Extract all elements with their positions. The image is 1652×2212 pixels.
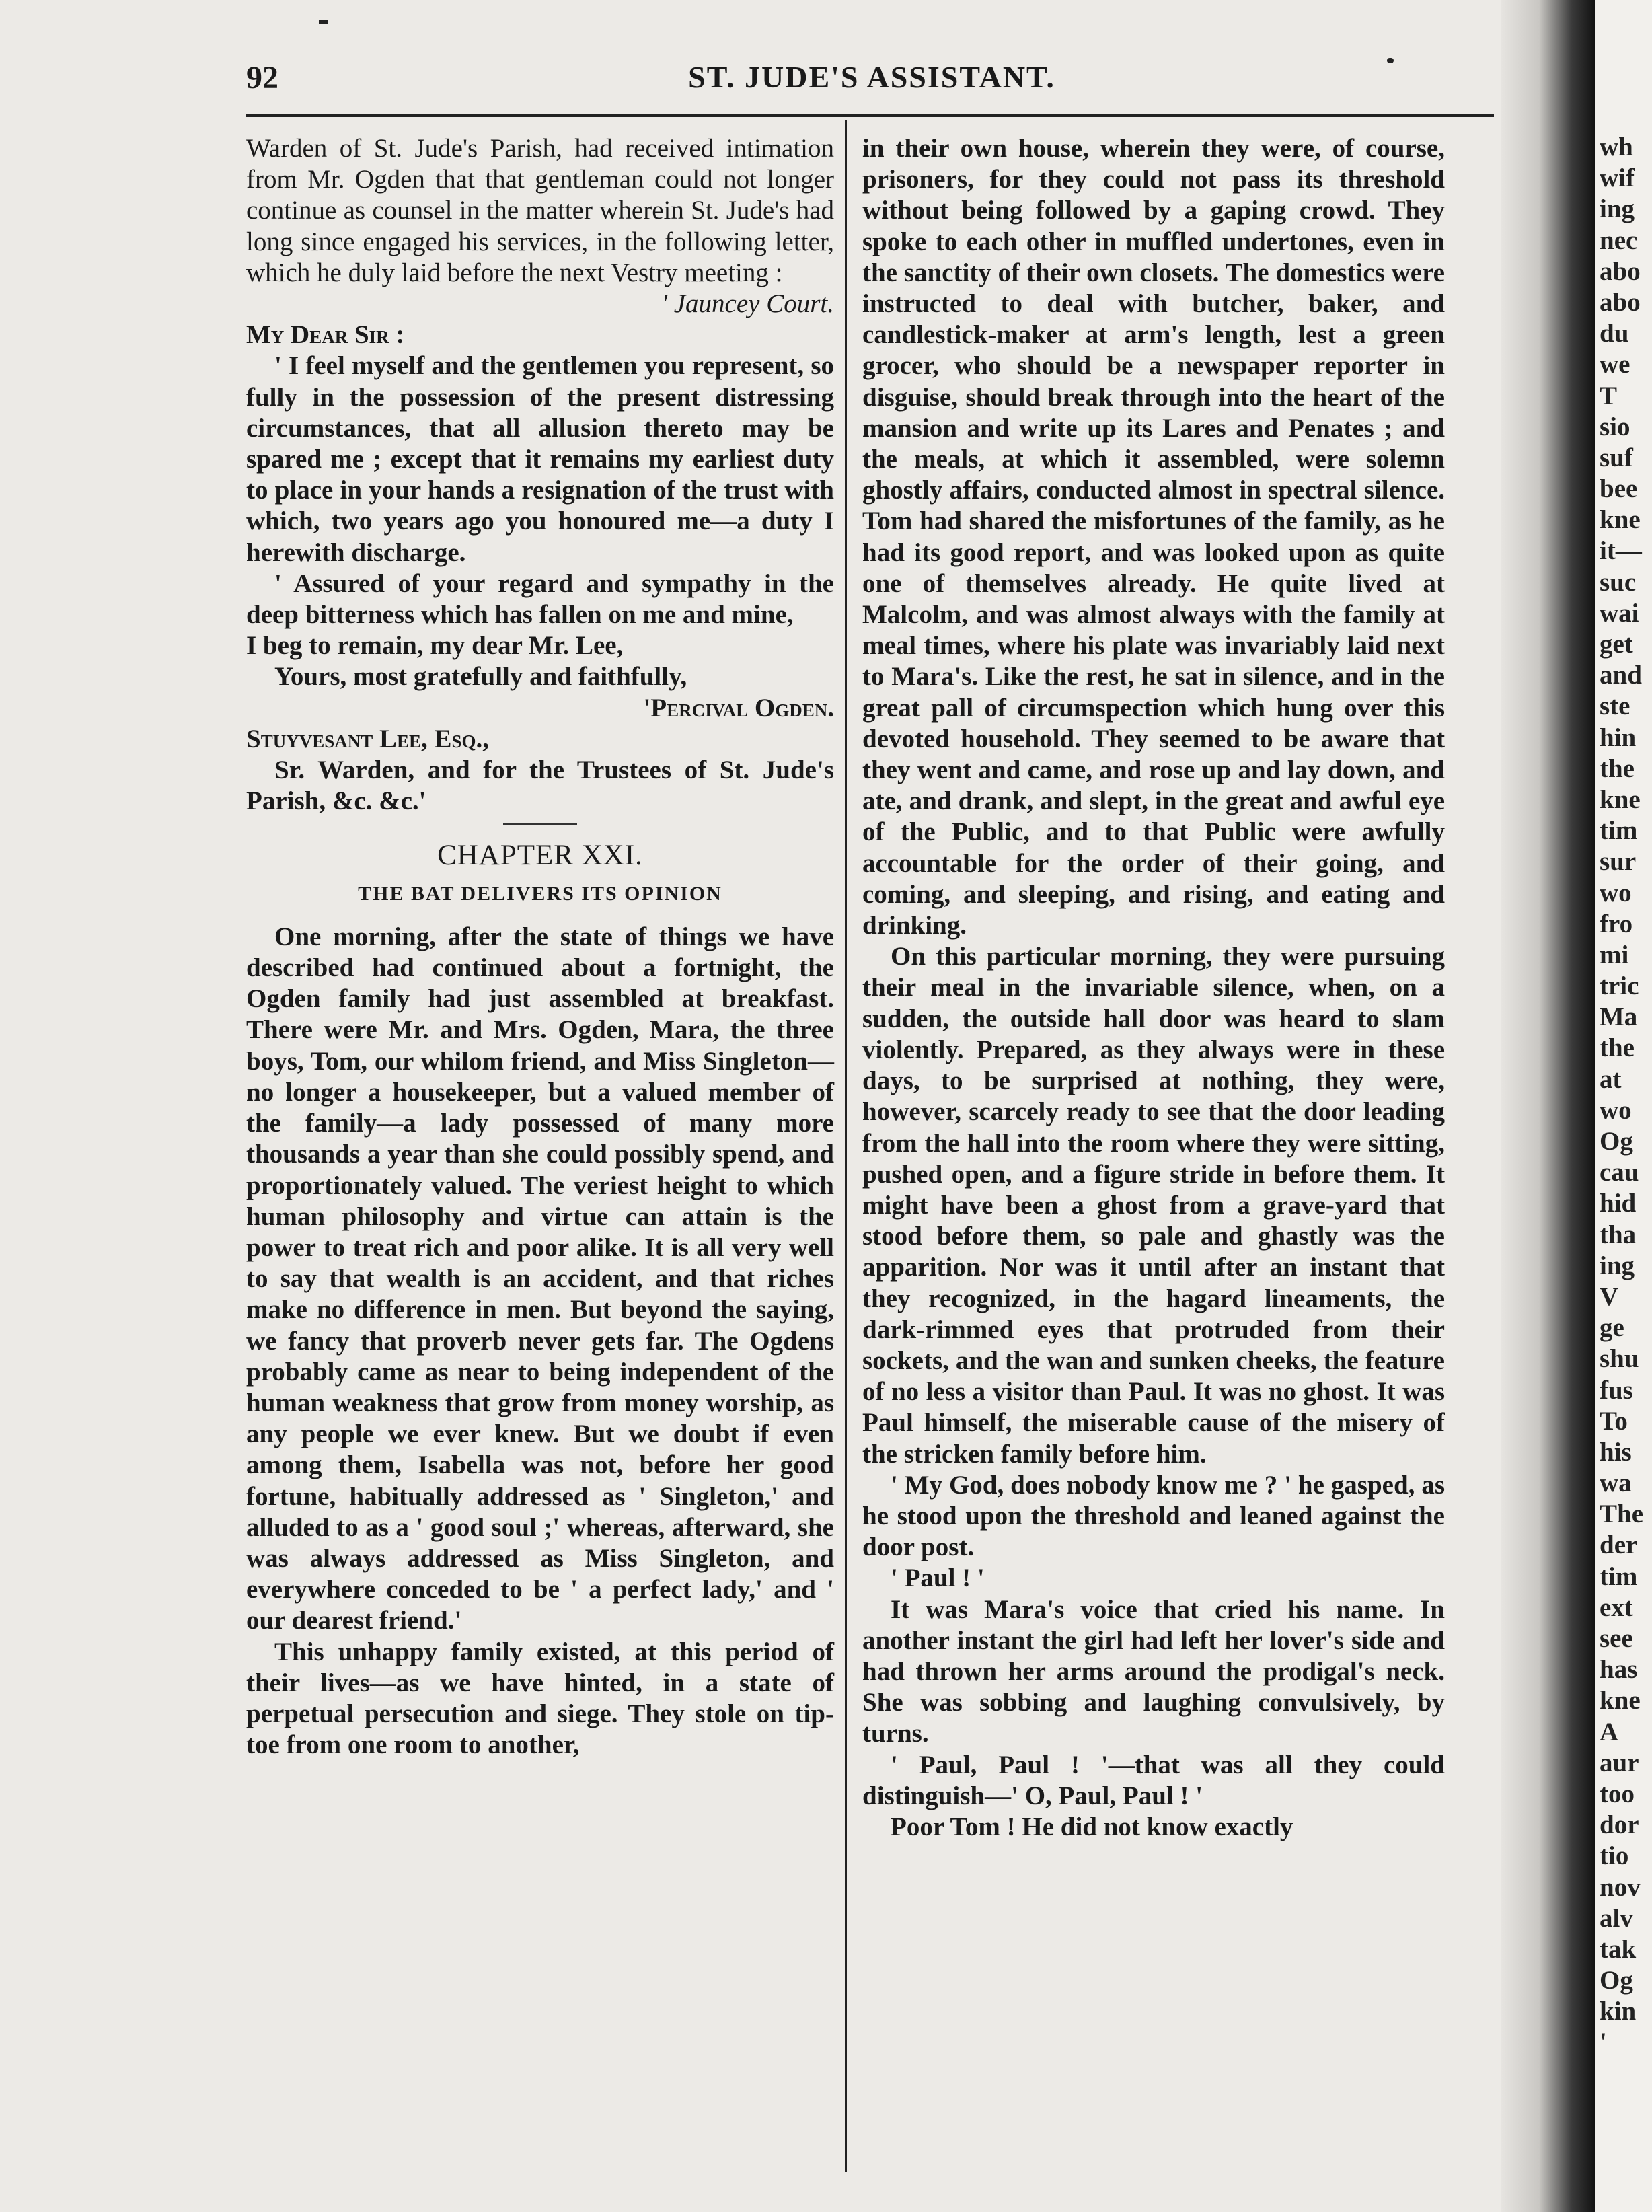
facing-page-fragment: dor bbox=[1600, 1810, 1639, 1840]
facing-page-fragment: cau bbox=[1600, 1158, 1639, 1187]
facing-page-fragment: we bbox=[1600, 350, 1630, 379]
ink-mark bbox=[1387, 58, 1394, 63]
facing-page-fragment: kne bbox=[1600, 784, 1641, 814]
facing-page-fragment: see bbox=[1600, 1624, 1633, 1653]
chapter-title: CHAPTER XXI. bbox=[437, 840, 643, 872]
facing-page-fragment: wai bbox=[1600, 598, 1639, 628]
right-column bbox=[862, 133, 1445, 1843]
facing-page-fragment: wif bbox=[1600, 163, 1635, 193]
facing-page-fragment: and bbox=[1600, 661, 1642, 690]
facing-page-fragment: ext bbox=[1600, 1592, 1633, 1622]
facing-page-fragment: The bbox=[1600, 1500, 1644, 1529]
facing-page-fragment: wh bbox=[1600, 133, 1633, 161]
facing-page-fragment: fus bbox=[1600, 1375, 1633, 1405]
paragraph: ' Paul, Paul ! '—that was all they could distinguish—' O, Paul, Paul ! ' bbox=[862, 1750, 1445, 1810]
facing-page-fragment: kin bbox=[1600, 1997, 1637, 2026]
running-head bbox=[246, 59, 1497, 113]
facing-page-fragment: fro bbox=[1600, 909, 1633, 938]
facing-page-fragment: hid bbox=[1600, 1189, 1637, 1218]
facing-page-fragment: aur bbox=[1600, 1748, 1639, 1777]
ink-mark bbox=[319, 20, 328, 24]
letter-paragraph: ' Assured of your regard and sympathy in the deep bitterness which has fallen on me and mine, bbox=[246, 568, 834, 630]
facing-page-fragment: T bbox=[1600, 381, 1618, 410]
facing-page-fragment: has bbox=[1600, 1655, 1638, 1685]
facing-page-text bbox=[1598, 132, 1643, 2059]
paragraph: in their own house, wherein they were, of course, prisoners, for they could not pass its threshold without being followed by a gaping crowd. They spoke to each other in muffled undertones, even in the sanctity of their own closets. The domestics were instructed to deal with butcher, baker, and candlestick-maker at arm's length, lest a green grocer, who should be a newspaper reporter in disguise, should break through into the heart of the mansion and write up its Lares and Penates ; and the meals, at which it assembled, were solemn ghostly affairs, conducted almost in spectral silence. Tom had shared the misfortunes of the family, as he had its good report, and was looked upon as quite one of themselves already. He quite lived at Malcolm, and was almost always with the family at meal times, where his plate was invariably laid next to Mara's. Like the rest, he sat in silence, and in the great pall of circumspection which hung over this devoted household. They seemed to be aware that they went and came, and rose up and lay down, and ate, and drank, and slept, in the great and awful eye of the Public, and to that Public were awfully accountable for the order of their going, and coming, and sleeping, and rising, and eating and drinking. bbox=[862, 134, 1445, 941]
facing-page-fragment: mi bbox=[1600, 940, 1629, 969]
facing-page-fragment: the bbox=[1600, 753, 1635, 783]
paragraph: Poor Tom ! He did not know exactly bbox=[891, 1812, 1293, 1841]
facing-page-fragment: bee bbox=[1600, 474, 1638, 504]
facing-page-fragment: nec bbox=[1600, 225, 1638, 255]
facing-page-fragment: too bbox=[1600, 1779, 1635, 1808]
facing-page-fragment: wa bbox=[1600, 1469, 1632, 1498]
facing-page-fragment: der bbox=[1600, 1531, 1638, 1560]
facing-page-fragment: suc bbox=[1600, 567, 1637, 597]
letter-addressee: Sr. Warden, and for the Trustees of St. Jude's Parish, &c. &c.' bbox=[246, 755, 834, 816]
facing-page-fragment: Og bbox=[1600, 1966, 1633, 1995]
facing-page-fragment: wo bbox=[1600, 878, 1632, 908]
facing-page-fragment: hin bbox=[1600, 723, 1637, 752]
facing-page-fragment: at bbox=[1600, 1064, 1622, 1094]
facing-page-fragment: sur bbox=[1600, 847, 1637, 877]
paragraph: This unhappy family existed, at this period of their lives—as we have hinted, in a state of perpetual persecution and siege. They stole on tip-toe from one room to another, bbox=[246, 1637, 834, 1760]
facing-page-fragment: ing bbox=[1600, 1251, 1635, 1280]
facing-page-fragment: ge bbox=[1600, 1313, 1624, 1343]
page-number: 92 bbox=[246, 60, 278, 96]
facing-page-fragment: tim bbox=[1600, 816, 1638, 846]
facing-page-fragment: tak bbox=[1600, 1934, 1637, 1964]
facing-page-fragment: abo bbox=[1600, 256, 1641, 286]
facing-page-fragment: kne bbox=[1600, 1686, 1641, 1716]
facing-page-fragment: kne bbox=[1600, 505, 1641, 535]
facing-page-fragment: ' bbox=[1600, 2028, 1607, 2057]
letter-signature: 'Percival Ogden. bbox=[643, 693, 834, 723]
facing-page-fragment: wo bbox=[1600, 1095, 1632, 1125]
paragraph: ' My God, does nobody know me ? ' he gasped, as he stood upon the threshold and leaned against the door post. bbox=[862, 1470, 1445, 1562]
facing-page-fragment: V bbox=[1600, 1282, 1619, 1311]
facing-page-fragment: tio bbox=[1600, 1841, 1629, 1871]
facing-page-fragment: Og bbox=[1600, 1127, 1633, 1156]
letter-addressee: Stuyvesant Lee, Esq., bbox=[246, 724, 490, 753]
facing-page-fragment: tric bbox=[1600, 971, 1639, 1001]
facing-page-fragment: sio bbox=[1600, 412, 1630, 441]
facing-page-fragment: Ma bbox=[1600, 1002, 1638, 1032]
chapter-rule bbox=[503, 823, 577, 825]
header-rule bbox=[246, 114, 1494, 117]
letter-place: ' Jauncey Court. bbox=[661, 289, 834, 319]
facing-page-fragment: ing bbox=[1600, 194, 1635, 224]
facing-page-fragment: abo bbox=[1600, 287, 1641, 317]
column-divider bbox=[845, 120, 847, 2172]
facing-page-fragment: the bbox=[1600, 1033, 1635, 1063]
facing-page-fragment: A bbox=[1600, 1717, 1619, 1746]
paragraph: One morning, after the state of things we have described had continued about a fortnight, the Ogden family had just assembled at breakfast. There were Mr. and Mrs. Ogden, Mara, the three boys, Tom, our whilom friend, and Miss Singleton—no longer a housekeeper, but a valued member of the family—a lady possessed of many more thousands a year than she could possibly spend, and proportionately valued. The veriest height to which human philosophy and virtue can attain is the power to treat rich and poor alike. It is all very well to say that wealth is an accident, and that riches make no difference in men. But beyond the saying, we fancy that proverb never gets far. The Ogdens probably came as near to being independent of the human weakness that grow from money worship, as any people we ever knew. But we doubt if even among them, Isabella was not, before her good fortune, habitually addressed as ' Singleton,' and alluded to as a ' good soul ;' whereas, afterward, she was always addressed as Miss Singleton, and everywhere conceded to be ' a perfect lady,' and ' our dearest friend.' bbox=[246, 922, 834, 1635]
facing-page-fragment: alv bbox=[1600, 1903, 1633, 1933]
paragraph: ' Paul ! ' bbox=[891, 1563, 985, 1593]
facing-page-edge bbox=[1595, 0, 1652, 2212]
binding-gutter bbox=[1501, 0, 1595, 2212]
facing-page-fragment: tim bbox=[1600, 1561, 1638, 1591]
facing-page-fragment: nov bbox=[1600, 1872, 1641, 1902]
letter-paragraph: ' I feel myself and the gentlemen you represent, so fully in the possession of the present distressing circumstances, that all allusion thereto may be spared me ; except that it remains my earliest duty to place in your hands a resignation of the trust with which, two years ago you honoured me—a duty I herewith discharge. bbox=[246, 351, 834, 567]
facing-page-fragment: suf bbox=[1600, 443, 1633, 472]
left-column bbox=[246, 133, 834, 1761]
paragraph: On this particular morning, they were pursuing their meal in the invariable silence, when, on a sudden, the outside hall door was heard to slam violently. Prepared, as they always were in these days, to be surprised at nothing, they were, however, scarcely ready to see that the door leading from the hall into the room where they were sitting, pushed open, and a figure stride in before them. It might have been a ghost from a grave-yard that stood before them, so pale and ghastly was the apparition. Nor was it until after an instant that they recognized, in the hagard lineaments, the dark-rimmed eyes that protruded from their sockets, and the wan and sunken cheeks, the feature of no less a visitor than Paul. It was no ghost. It was Paul himself, the miserable cause of the misery of the stricken family before him. bbox=[862, 942, 1445, 1469]
facing-page-fragment: it— bbox=[1600, 536, 1642, 566]
facing-page-fragment: get bbox=[1600, 630, 1633, 659]
facing-page-fragment: To bbox=[1600, 1406, 1628, 1436]
letter-closing: Yours, most gratefully and faithfully, bbox=[274, 662, 687, 692]
paragraph: Warden of St. Jude's Parish, had received intimation from Mr. Ogden that that gentleman could not longer continue as counsel in the matter wherein St. Jude's had long since engaged his services, in the following letter, which he duly laid before the next Vestry meeting : bbox=[246, 134, 834, 287]
paragraph: It was Mara's voice that cried his name. In another instant the girl had left her lover's side and had thrown her arms around the prodigal's neck. She was sobbing and laughing convulsively, by turns. bbox=[862, 1594, 1445, 1748]
facing-page-fragment: du bbox=[1600, 319, 1629, 348]
letter-closing: I beg to remain, my dear Mr. Lee, bbox=[246, 631, 624, 661]
facing-page-fragment: ste bbox=[1600, 692, 1630, 721]
chapter-subtitle: THE BAT DELIVERS ITS OPINION bbox=[358, 882, 722, 905]
letter-salutation: My Dear Sir : bbox=[246, 320, 405, 350]
running-title: ST. JUDE'S ASSISTANT. bbox=[688, 60, 1055, 94]
facing-page-fragment: his bbox=[1600, 1437, 1632, 1467]
facing-page-fragment: tha bbox=[1600, 1220, 1637, 1249]
facing-page-fragment: shu bbox=[1600, 1344, 1639, 1374]
